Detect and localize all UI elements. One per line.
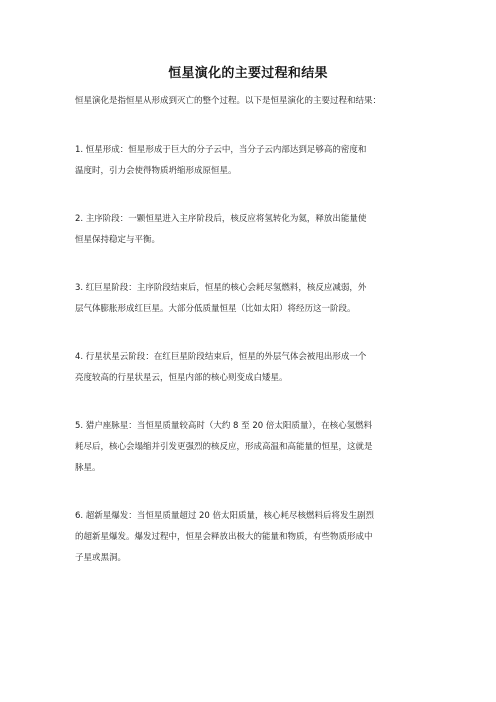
list-item-line: 的超新星爆发。爆发过程中，恒星会释放出极大的能量和物质，有些物质形成中 — [75, 532, 373, 542]
list-item-line: 亮度较高的行星状星云，恒星内部的核心则变成白矮星。 — [75, 373, 288, 383]
list-item-line: 2. 主序阶段：一颗恒星进入主序阶段后，核反应将氢转化为氦，释放出能量使 — [75, 214, 367, 224]
list-item-line: 3. 红巨星阶段：主序阶段结束后，恒星的核心会耗尽氢燃料，核反应减弱，外 — [75, 283, 367, 293]
list-item-line: 耗尽后，核心会塌缩并引发更强烈的核反应，形成高温和高能量的恒星，这就是 — [75, 442, 373, 452]
list-item-line: 子星或黑洞。 — [75, 553, 127, 563]
list-item-planetary-nebula — [75, 347, 425, 389]
list-item-pulsar — [75, 416, 425, 479]
list-item-line: 6. 超新星爆发：当恒星质量超过 20 倍太阳质量，核心耗尽核燃料后将发生剧烈 — [75, 511, 375, 521]
list-item-red-giant — [75, 278, 425, 320]
list-item-line: 4. 行星状星云阶段：在红巨星阶段结束后，恒星的外层气体会被甩出形成一个 — [75, 352, 367, 362]
list-item-line: 恒星保持稳定与平衡。 — [75, 235, 161, 245]
list-item-line: 层气体膨胀形成红巨星。大部分低质量恒星（比如太阳）将经历这一阶段。 — [75, 304, 356, 314]
list-item-supernova — [75, 506, 425, 569]
document-title: 恒星演化的主要过程和结果 — [168, 66, 328, 81]
list-item-line: 温度时，引力会使得物质坍缩形成原恒星。 — [75, 166, 237, 176]
list-item-line: 脉星。 — [75, 463, 101, 473]
list-item-main-sequence — [75, 209, 425, 251]
list-item-star-formation — [75, 140, 425, 182]
intro-paragraph: 恒星演化是指恒星从形成到灭亡的整个过程。以下是恒星演化的主要过程和结果： — [75, 96, 382, 106]
list-item-line: 1. 恒星形成：恒星形成于巨大的分子云中，当分子云内部达到足够高的密度和 — [75, 145, 367, 155]
list-item-line: 5. 猎户座脉星：当恒星质量较高时（大约 8 至 20 倍太阳质量），在核心氢燃料 — [75, 421, 373, 431]
